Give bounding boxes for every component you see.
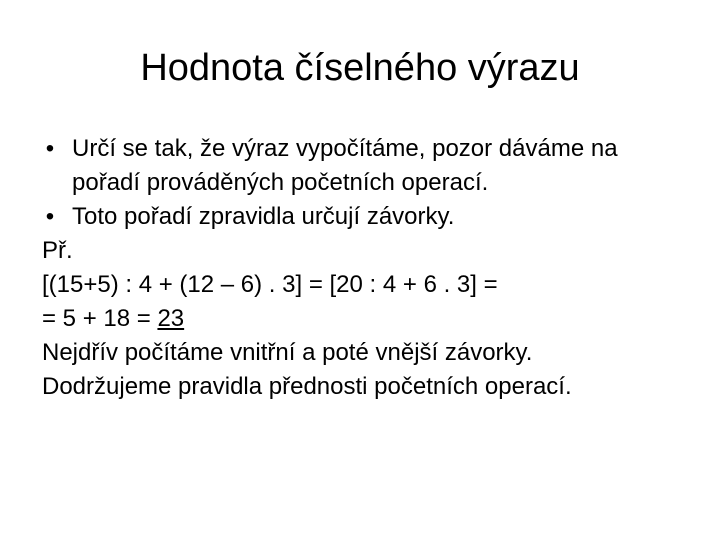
bullet-text: Určí se tak, že výraz vypočítáme, pozor dáváme na pořadí prováděných početních operací. [72, 135, 618, 196]
bullet-item-1 [42, 132, 692, 200]
result-prefix: = 5 + 18 = [42, 305, 158, 332]
bullet-text: Toto pořadí zpravidla určují závorky. [72, 203, 455, 230]
bullet-icon: • [45, 203, 55, 230]
result-line [42, 302, 692, 336]
result-value: 23 [157, 305, 185, 332]
note-line-2: Dodržujeme pravidla přednosti početních operací. [42, 373, 572, 400]
bullet-icon: • [45, 135, 55, 162]
note-line-1: Nejdřív počítáme vnitřní a poté vnější závorky. [42, 339, 533, 366]
bullet-item-2 [42, 200, 692, 234]
expression-line: [(15+5) : 4 + (12 – 6) . 3] = [20 : 4 + 6 . 3] = [42, 271, 498, 298]
slide-content [42, 132, 692, 404]
slide-title: Hodnota číselného výrazu [140, 47, 580, 89]
example-label: Př. [42, 237, 73, 264]
